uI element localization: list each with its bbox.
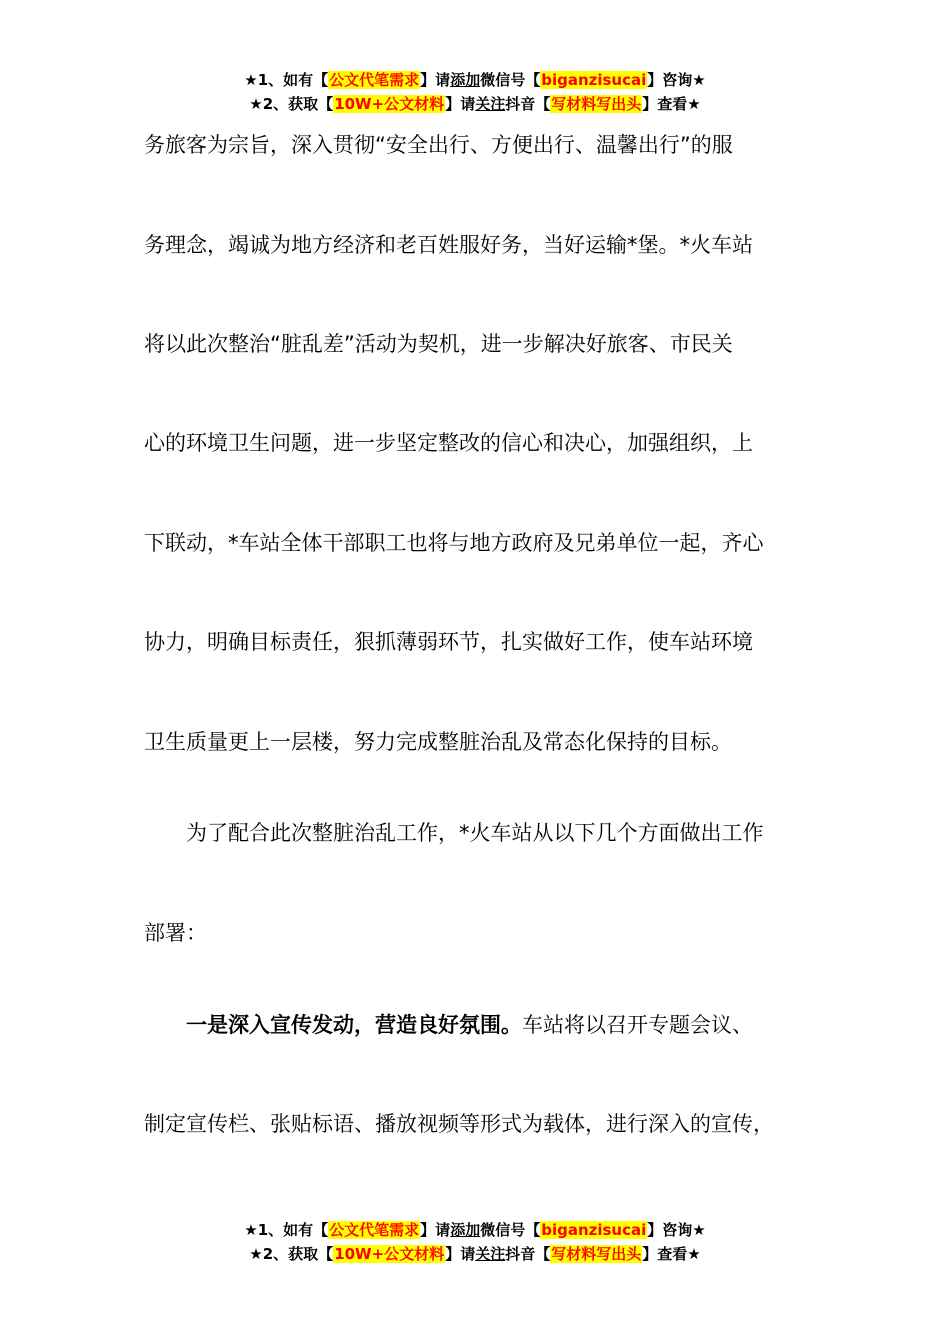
text-line: 卫生质量更上一层楼，努力完成整脏治乱及常态化保持的目标。 — [144, 730, 732, 754]
text-line: 一是深入宣传发动，营造良好氛围。车站将以召开专题会议、 — [186, 1013, 753, 1037]
highlight-service: 公文代笔需求 — [329, 71, 420, 89]
text-line: 协力，明确目标责任，狠抓薄弱环节，扎实做好工作，使车站环境 — [144, 630, 753, 654]
text-line: 下联动，*车站全体干部职工也将与地方政府及兄弟单位一起，齐心 — [144, 531, 764, 555]
highlight-materials: 10W+公文材料 — [334, 1245, 445, 1263]
banner-line-1: ★1、如有【公文代笔需求】请添加微信号【biganzisucai】咨询★ — [244, 1221, 706, 1239]
highlight-wechat-id: biganzisucai — [541, 1221, 647, 1239]
bold-heading: 一是深入宣传发动，营造良好氛围。 — [186, 1013, 522, 1037]
text-line: 务旅客为宗旨，深入贯彻“安全出行、方便出行、温馨出行”的服 — [144, 133, 733, 157]
header-banner — [0, 68, 950, 116]
footer-banner — [0, 1218, 950, 1266]
text-line: 务理念，竭诚为地方经济和老百姓服好务，当好运输*堡。*火车站 — [144, 233, 753, 257]
banner-line-2: ★2、获取【10W+公文材料】请关注抖音【写材料写出头】查看★ — [249, 1245, 701, 1263]
text-line: 部署： — [144, 921, 207, 945]
banner-line-2: ★2、获取【10W+公文材料】请关注抖音【写材料写出头】查看★ — [249, 95, 701, 113]
highlight-wechat-id: biganzisucai — [541, 71, 647, 89]
text-line: 为了配合此次整脏治乱工作，*火车站从以下几个方面做出工作 — [186, 821, 764, 845]
highlight-service: 公文代笔需求 — [329, 1221, 420, 1239]
highlight-douyin-account: 写材料写出头 — [551, 1245, 642, 1263]
text-line: 制定宣传栏、张贴标语、播放视频等形式为载体，进行深入的宣传， — [144, 1112, 774, 1136]
text-line: 将以此次整治“脏乱差”活动为契机，进一步解决好旅客、市民关 — [144, 332, 733, 356]
highlight-materials: 10W+公文材料 — [334, 95, 445, 113]
banner-line-1: ★1、如有【公文代笔需求】请添加微信号【biganzisucai】咨询★ — [244, 71, 706, 89]
text-line: 心的环境卫生问题，进一步坚定整改的信心和决心，加强组织，上 — [144, 431, 753, 455]
highlight-douyin-account: 写材料写出头 — [551, 95, 642, 113]
